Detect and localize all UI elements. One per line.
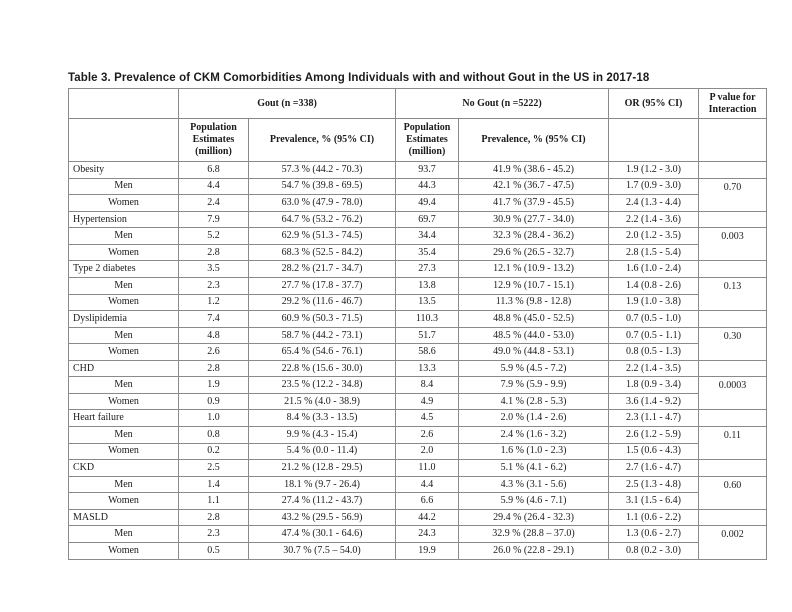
group-header-row (69, 89, 767, 119)
row-label-cell: Obesity (69, 162, 179, 179)
gout-prevalence-cell: 62.9 % (51.3 - 74.5) (249, 228, 396, 245)
gout-population-cell: 2.4 (179, 195, 249, 212)
gout-population-cell: 2.8 (179, 509, 249, 526)
gout-group-header: Gout (n =338) (179, 89, 396, 119)
odds-ratio-cell: 0.8 (0.2 - 3.0) (609, 542, 699, 559)
no-gout-population-cell: 35.4 (396, 244, 459, 261)
no-gout-population-cell: 44.2 (396, 509, 459, 526)
row-label-cell: Men (69, 427, 179, 444)
gout-prevalence-cell: 47.4 % (30.1 - 64.6) (249, 526, 396, 543)
gout-population-cell: 1.2 (179, 294, 249, 311)
row-label-cell: Men (69, 476, 179, 493)
no-gout-population-cell: 34.4 (396, 228, 459, 245)
gout-population-cell: 7.4 (179, 311, 249, 328)
gout-prevalence-cell: 29.2 % (11.6 - 46.7) (249, 294, 396, 311)
p-value-cell: 0.0003 (699, 377, 767, 410)
table-row-subgroup (69, 542, 767, 559)
odds-ratio-cell: 1.5 (0.6 - 4.3) (609, 443, 699, 460)
gout-prevalence-cell: 9.9 % (4.3 - 15.4) (249, 427, 396, 444)
row-label-cell: Men (69, 178, 179, 195)
p-value-cell (699, 162, 767, 179)
odds-ratio-cell: 1.8 (0.9 - 3.4) (609, 377, 699, 394)
table-row-subgroup (69, 344, 767, 361)
gout-population-cell: 2.3 (179, 277, 249, 294)
table-row-comorbidity (69, 360, 767, 377)
gout-population-cell: 2.6 (179, 344, 249, 361)
gout-population-cell: 5.2 (179, 228, 249, 245)
odds-ratio-cell: 3.1 (1.5 - 6.4) (609, 493, 699, 510)
gout-population-cell: 2.8 (179, 244, 249, 261)
p-value-cell: 0.13 (699, 277, 767, 310)
gout-population-cell: 3.5 (179, 261, 249, 278)
p-value-cell (699, 311, 767, 328)
empty-p-subheader-cell (699, 119, 767, 162)
no-gout-prevalence-cell: 5.1 % (4.1 - 6.2) (459, 460, 609, 477)
table-row-subgroup (69, 476, 767, 493)
no-gout-prevalence-cell: 5.9 % (4.5 - 7.2) (459, 360, 609, 377)
row-label-cell: Men (69, 327, 179, 344)
no-gout-population-cell: 6.6 (396, 493, 459, 510)
row-label-cell: Heart failure (69, 410, 179, 427)
odds-ratio-cell: 2.4 (1.3 - 4.4) (609, 195, 699, 212)
no-gout-population-cell: 93.7 (396, 162, 459, 179)
p-value-cell (699, 360, 767, 377)
gout-prevalence-cell: 65.4 % (54.6 - 76.1) (249, 344, 396, 361)
no-gout-prevalence-cell: 2.0 % (1.4 - 2.6) (459, 410, 609, 427)
odds-ratio-cell: 2.2 (1.4 - 3.5) (609, 360, 699, 377)
no-gout-prevalence-cell: 12.1 % (10.9 - 13.2) (459, 261, 609, 278)
gout-prevalence-cell: 27.4 % (11.2 - 43.7) (249, 493, 396, 510)
no-gout-population-cell: 13.5 (396, 294, 459, 311)
no-gout-prevalence-cell: 48.5 % (44.0 - 53.0) (459, 327, 609, 344)
odds-ratio-cell: 2.7 (1.6 - 4.7) (609, 460, 699, 477)
row-label-cell: Women (69, 244, 179, 261)
no-gout-population-cell: 27.3 (396, 261, 459, 278)
row-label-cell: Men (69, 228, 179, 245)
row-label-cell: Men (69, 377, 179, 394)
gout-population-header: Population Estimates (million) (179, 119, 249, 162)
empty-or-subheader-cell (609, 119, 699, 162)
table-row-subgroup (69, 228, 767, 245)
no-gout-population-header: Population Estimates (million) (396, 119, 459, 162)
odds-ratio-header: OR (95% CI) (609, 89, 699, 119)
row-label-cell: Dyslipidemia (69, 311, 179, 328)
no-gout-prevalence-cell: 29.6 % (26.5 - 32.7) (459, 244, 609, 261)
p-value-cell: 0.60 (699, 476, 767, 509)
gout-population-cell: 2.5 (179, 460, 249, 477)
row-label-cell: Women (69, 393, 179, 410)
gout-prevalence-cell: 43.2 % (29.5 - 56.9) (249, 509, 396, 526)
empty-label-header-cell (69, 119, 179, 162)
p-value-cell: 0.30 (699, 327, 767, 360)
no-gout-population-cell: 58.6 (396, 344, 459, 361)
p-value-cell (699, 410, 767, 427)
gout-prevalence-cell: 22.8 % (15.6 - 30.0) (249, 360, 396, 377)
gout-population-cell: 7.9 (179, 211, 249, 228)
row-label-cell: Men (69, 526, 179, 543)
odds-ratio-cell: 2.0 (1.2 - 3.5) (609, 228, 699, 245)
no-gout-prevalence-cell: 26.0 % (22.8 - 29.1) (459, 542, 609, 559)
no-gout-prevalence-cell: 4.1 % (2.8 - 5.3) (459, 393, 609, 410)
gout-population-cell: 1.1 (179, 493, 249, 510)
odds-ratio-cell: 1.6 (1.0 - 2.4) (609, 261, 699, 278)
gout-prevalence-header: Prevalence, % (95% CI) (249, 119, 396, 162)
no-gout-population-cell: 4.4 (396, 476, 459, 493)
no-gout-population-cell: 44.3 (396, 178, 459, 195)
no-gout-prevalence-cell: 1.6 % (1.0 - 2.3) (459, 443, 609, 460)
odds-ratio-cell: 2.6 (1.2 - 5.9) (609, 427, 699, 444)
gout-prevalence-cell: 63.0 % (47.9 - 78.0) (249, 195, 396, 212)
p-value-cell (699, 460, 767, 477)
row-label-cell: Women (69, 344, 179, 361)
table-row-subgroup (69, 377, 767, 394)
table-row-comorbidity (69, 211, 767, 228)
row-label-cell: MASLD (69, 509, 179, 526)
p-value-cell: 0.70 (699, 178, 767, 211)
odds-ratio-cell: 2.5 (1.3 - 4.8) (609, 476, 699, 493)
odds-ratio-cell: 1.9 (1.0 - 3.8) (609, 294, 699, 311)
gout-population-cell: 1.0 (179, 410, 249, 427)
table-row-subgroup (69, 393, 767, 410)
gout-population-cell: 1.4 (179, 476, 249, 493)
no-gout-prevalence-cell: 12.9 % (10.7 - 15.1) (459, 277, 609, 294)
row-label-cell: Women (69, 195, 179, 212)
p-value-header: P value for Interaction (699, 89, 767, 119)
no-gout-population-cell: 8.4 (396, 377, 459, 394)
row-label-cell: Women (69, 542, 179, 559)
table-row-comorbidity (69, 261, 767, 278)
odds-ratio-cell: 0.7 (0.5 - 1.0) (609, 311, 699, 328)
row-label-cell: CKD (69, 460, 179, 477)
table-row-subgroup (69, 195, 767, 212)
gout-prevalence-cell: 27.7 % (17.8 - 37.7) (249, 277, 396, 294)
no-gout-population-cell: 19.9 (396, 542, 459, 559)
row-label-cell: CHD (69, 360, 179, 377)
row-label-cell: Women (69, 294, 179, 311)
row-label-cell: Women (69, 493, 179, 510)
no-gout-prevalence-cell: 30.9 % (27.7 - 34.0) (459, 211, 609, 228)
gout-prevalence-cell: 68.3 % (52.5 - 84.2) (249, 244, 396, 261)
gout-population-cell: 0.9 (179, 393, 249, 410)
odds-ratio-cell: 2.8 (1.5 - 5.4) (609, 244, 699, 261)
no-gout-population-cell: 4.9 (396, 393, 459, 410)
table-row-comorbidity (69, 509, 767, 526)
gout-prevalence-cell: 5.4 % (0.0 - 11.4) (249, 443, 396, 460)
odds-ratio-cell: 1.7 (0.9 - 3.0) (609, 178, 699, 195)
no-gout-population-cell: 13.3 (396, 360, 459, 377)
odds-ratio-cell: 3.6 (1.4 - 9.2) (609, 393, 699, 410)
no-gout-population-cell: 2.0 (396, 443, 459, 460)
table-row-subgroup (69, 327, 767, 344)
table-row-subgroup (69, 178, 767, 195)
no-gout-population-cell: 110.3 (396, 311, 459, 328)
no-gout-prevalence-cell: 41.7 % (37.9 - 45.5) (459, 195, 609, 212)
gout-prevalence-cell: 64.7 % (53.2 - 76.2) (249, 211, 396, 228)
table-body (69, 162, 767, 560)
table-row-comorbidity (69, 460, 767, 477)
table-row-subgroup (69, 244, 767, 261)
gout-population-cell: 0.5 (179, 542, 249, 559)
no-gout-prevalence-cell: 11.3 % (9.8 - 12.8) (459, 294, 609, 311)
row-label-cell: Women (69, 443, 179, 460)
no-gout-population-cell: 11.0 (396, 460, 459, 477)
comorbidity-table (68, 88, 767, 560)
no-gout-population-cell: 69.7 (396, 211, 459, 228)
odds-ratio-cell: 1.1 (0.6 - 2.2) (609, 509, 699, 526)
table-title: Table 3. Prevalence of CKM Comorbidities Among Individuals with and without Gout in the US in 2017-18 (68, 72, 650, 84)
gout-prevalence-cell: 30.7 % (7.5 – 54.0) (249, 542, 396, 559)
no-gout-population-cell: 13.8 (396, 277, 459, 294)
gout-population-cell: 6.8 (179, 162, 249, 179)
odds-ratio-cell: 1.4 (0.8 - 2.6) (609, 277, 699, 294)
gout-prevalence-cell: 57.3 % (44.2 - 70.3) (249, 162, 396, 179)
no-gout-prevalence-cell: 32.3 % (28.4 - 36.2) (459, 228, 609, 245)
p-value-cell: 0.002 (699, 526, 767, 559)
no-gout-population-cell: 24.3 (396, 526, 459, 543)
no-gout-prevalence-cell: 32.9 % (28.8 – 37.0) (459, 526, 609, 543)
no-gout-population-cell: 4.5 (396, 410, 459, 427)
row-label-cell: Type 2 diabetes (69, 261, 179, 278)
odds-ratio-cell: 1.3 (0.6 - 2.7) (609, 526, 699, 543)
gout-population-cell: 4.4 (179, 178, 249, 195)
p-value-cell (699, 509, 767, 526)
table-row-subgroup (69, 294, 767, 311)
table-row-subgroup (69, 493, 767, 510)
table-row-comorbidity (69, 162, 767, 179)
no-gout-population-cell: 51.7 (396, 327, 459, 344)
gout-prevalence-cell: 18.1 % (9.7 - 26.4) (249, 476, 396, 493)
gout-prevalence-cell: 23.5 % (12.2 - 34.8) (249, 377, 396, 394)
no-gout-group-header: No Gout (n =5222) (396, 89, 609, 119)
no-gout-population-cell: 2.6 (396, 427, 459, 444)
empty-corner-cell (69, 89, 179, 119)
gout-population-cell: 2.8 (179, 360, 249, 377)
no-gout-prevalence-cell: 7.9 % (5.9 - 9.9) (459, 377, 609, 394)
table-row-subgroup (69, 443, 767, 460)
table-header (69, 89, 767, 162)
gout-population-cell: 1.9 (179, 377, 249, 394)
row-label-cell: Men (69, 277, 179, 294)
no-gout-prevalence-cell: 4.3 % (3.1 - 5.6) (459, 476, 609, 493)
p-value-cell: 0.003 (699, 228, 767, 261)
p-value-cell (699, 211, 767, 228)
gout-population-cell: 2.3 (179, 526, 249, 543)
no-gout-prevalence-cell: 41.9 % (38.6 - 45.2) (459, 162, 609, 179)
odds-ratio-cell: 1.9 (1.2 - 3.0) (609, 162, 699, 179)
gout-prevalence-cell: 58.7 % (44.2 - 73.1) (249, 327, 396, 344)
gout-prevalence-cell: 60.9 % (50.3 - 71.5) (249, 311, 396, 328)
table-row-subgroup (69, 277, 767, 294)
no-gout-prevalence-header: Prevalence, % (95% CI) (459, 119, 609, 162)
table-row-comorbidity (69, 311, 767, 328)
gout-population-cell: 4.8 (179, 327, 249, 344)
no-gout-prevalence-cell: 29.4 % (26.4 - 32.3) (459, 509, 609, 526)
gout-prevalence-cell: 21.5 % (4.0 - 38.9) (249, 393, 396, 410)
no-gout-prevalence-cell: 48.8 % (45.0 - 52.5) (459, 311, 609, 328)
table-row-subgroup (69, 427, 767, 444)
odds-ratio-cell: 2.2 (1.4 - 3.6) (609, 211, 699, 228)
gout-prevalence-cell: 8.4 % (3.3 - 13.5) (249, 410, 396, 427)
gout-population-cell: 0.2 (179, 443, 249, 460)
row-label-cell: Hypertension (69, 211, 179, 228)
table-row-subgroup (69, 526, 767, 543)
gout-prevalence-cell: 21.2 % (12.8 - 29.5) (249, 460, 396, 477)
gout-population-cell: 0.8 (179, 427, 249, 444)
gout-prevalence-cell: 28.2 % (21.7 - 34.7) (249, 261, 396, 278)
gout-prevalence-cell: 54.7 % (39.8 - 69.5) (249, 178, 396, 195)
table-row-comorbidity (69, 410, 767, 427)
sub-header-row (69, 119, 767, 162)
p-value-cell: 0.11 (699, 427, 767, 460)
p-value-cell (699, 261, 767, 278)
odds-ratio-cell: 2.3 (1.1 - 4.7) (609, 410, 699, 427)
no-gout-prevalence-cell: 5.9 % (4.6 - 7.1) (459, 493, 609, 510)
odds-ratio-cell: 0.8 (0.5 - 1.3) (609, 344, 699, 361)
no-gout-prevalence-cell: 42.1 % (36.7 - 47.5) (459, 178, 609, 195)
no-gout-prevalence-cell: 49.0 % (44.8 - 53.1) (459, 344, 609, 361)
no-gout-prevalence-cell: 2.4 % (1.6 - 3.2) (459, 427, 609, 444)
no-gout-population-cell: 49.4 (396, 195, 459, 212)
odds-ratio-cell: 0.7 (0.5 - 1.1) (609, 327, 699, 344)
